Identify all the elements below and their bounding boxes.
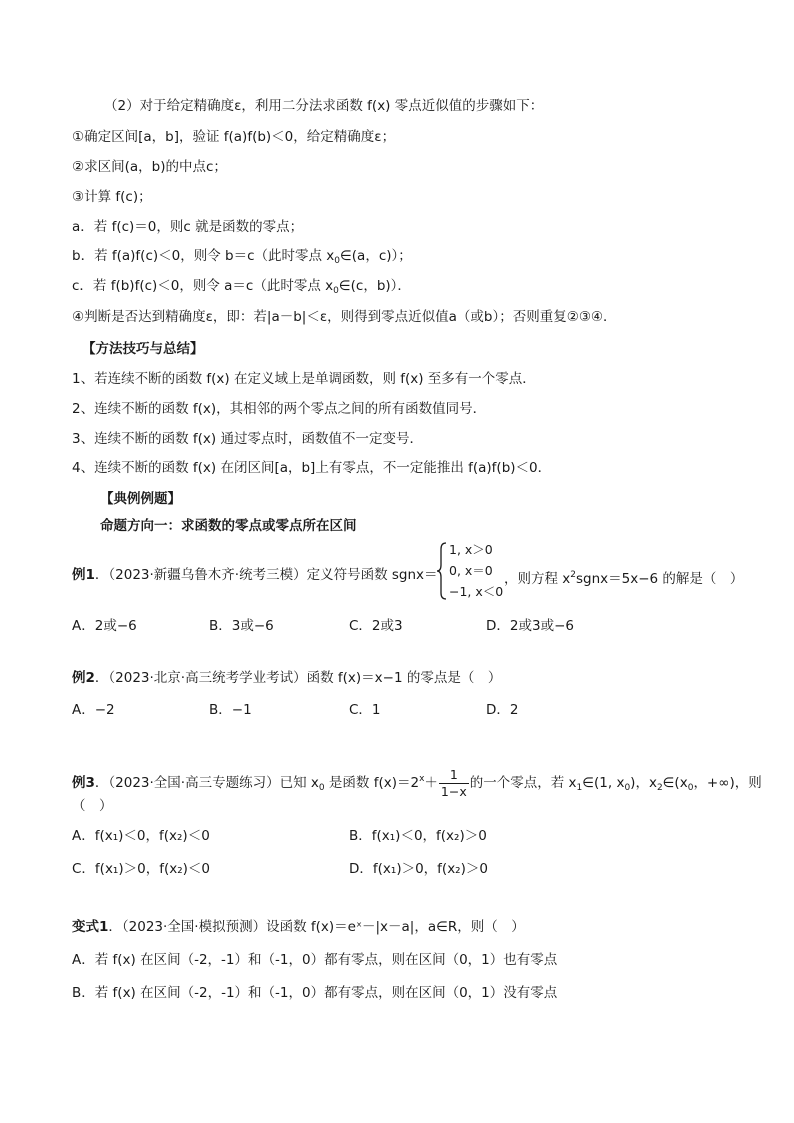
method-item: 1、若连续不断的函数 f(x) 在定义域上是单调函数，则 f(x) 至多有一个零点． <box>72 371 536 387</box>
examples-heading: 【典例例题】 <box>100 491 181 507</box>
option[interactable]: D．2或3或−6 <box>486 618 574 634</box>
left-brace-icon <box>435 541 449 601</box>
option[interactable]: A．f(x₁)＜0，f(x₂)＜0 <box>72 828 210 844</box>
option[interactable]: B．f(x₁)＜0，f(x₂)＞0 <box>349 828 487 844</box>
step-4: ④判断是否达到精确度ε，即：若|a－b|＜ε，则得到零点近似值a（或b）；否则重复②③④． <box>72 309 617 325</box>
example-1-text: 例1．（2023·新疆乌鲁木齐·统考三模）定义符号函数 sgnx＝ <box>72 567 438 583</box>
option[interactable]: B．−1 <box>209 702 252 718</box>
example-3-text: 例3．（2023·全国·高三专题练习）已知 $x_0$ 是函数 $f(x)=2^x+$ $\frac{1}{1-x}$ 的一个零点，若 $x_1\in(1$, $x_0$)，$x_2\in(x_0$，+∞)，则 <box>72 766 762 799</box>
step-2: ②求区间(a，b)的中点c； <box>72 159 227 175</box>
case-negative: −1, x＜0 <box>449 584 504 599</box>
method-item: 3、连续不断的函数 f(x) 通过零点时，函数值不一定变号． <box>72 431 423 447</box>
option[interactable]: A．2或−6 <box>72 618 137 634</box>
option[interactable]: D．2 <box>486 702 519 718</box>
example-3-paren: （ ） <box>72 798 113 814</box>
step-intro: （2）对于给定精确度ε，利用二分法求函数 f(x) 零点近似值的步骤如下： <box>104 98 544 114</box>
piecewise-brace <box>435 541 505 601</box>
step-b: b．若 f(a)f(c)＜0，则令 b＝c（此时零点 $x_0\in(a$，c)）； <box>72 248 412 266</box>
direction-heading: 命题方向一：求函数的零点或零点所在区间 <box>100 518 357 534</box>
step-3: ③计算 f(c)； <box>72 189 152 205</box>
variant-1-text: 变式1．（2023·全国·模拟预测）设函数 f(x)＝eˣ－|x－a|，a∈R，则（ ） <box>72 919 525 935</box>
option[interactable]: C．1 <box>349 702 381 718</box>
method-item: 4、连续不断的函数 f(x) 在闭区间[a，b]上有零点，不一定能推出 f(a)f(b)＜0． <box>72 460 552 476</box>
example-2-text: 例2．（2023·北京·高三统考学业考试）函数 f(x)＝x−1 的零点是（ ） <box>72 670 502 686</box>
example-1-equation: ，则方程 $x^2sgnx=5x-6$ 的解是（ ） <box>504 570 744 587</box>
option[interactable]: D．f(x₁)＞0，f(x₂)＞0 <box>349 861 488 877</box>
case-positive: 1, x＞0 <box>449 542 493 557</box>
method-item: 2、连续不断的函数 f(x)，其相邻的两个零点之间的所有函数值同号． <box>72 401 487 417</box>
method-heading: 【方法技巧与总结】 <box>82 341 204 357</box>
option[interactable]: C．f(x₁)＞0，f(x₂)＜0 <box>72 861 210 877</box>
step-a: a．若 f(c)＝0，则c 就是函数的零点； <box>72 219 304 235</box>
option[interactable]: C．2或3 <box>349 618 403 634</box>
option[interactable]: A．−2 <box>72 702 115 718</box>
step-c: c．若 f(b)f(c)＜0，则令 a＝c（此时零点 $x_0\in(c$，b)）． <box>72 278 411 296</box>
option[interactable]: B．3或−6 <box>209 618 274 634</box>
case-zero: 0, x＝0 <box>449 563 493 578</box>
option[interactable]: A．若 f(x) 在区间（-2，-1）和（-1，0）都有零点，则在区间（0，1）也有零点 <box>72 952 558 968</box>
fraction: $\frac{1}{1-x}$ <box>440 766 467 799</box>
step-1: ①确定区间[a，b]，验证 f(a)f(b)＜0，给定精确度ε； <box>72 129 396 145</box>
option[interactable]: B．若 f(x) 在区间（-2，-1）和（-1，0）都有零点，则在区间（0，1）没有零点 <box>72 985 558 1001</box>
